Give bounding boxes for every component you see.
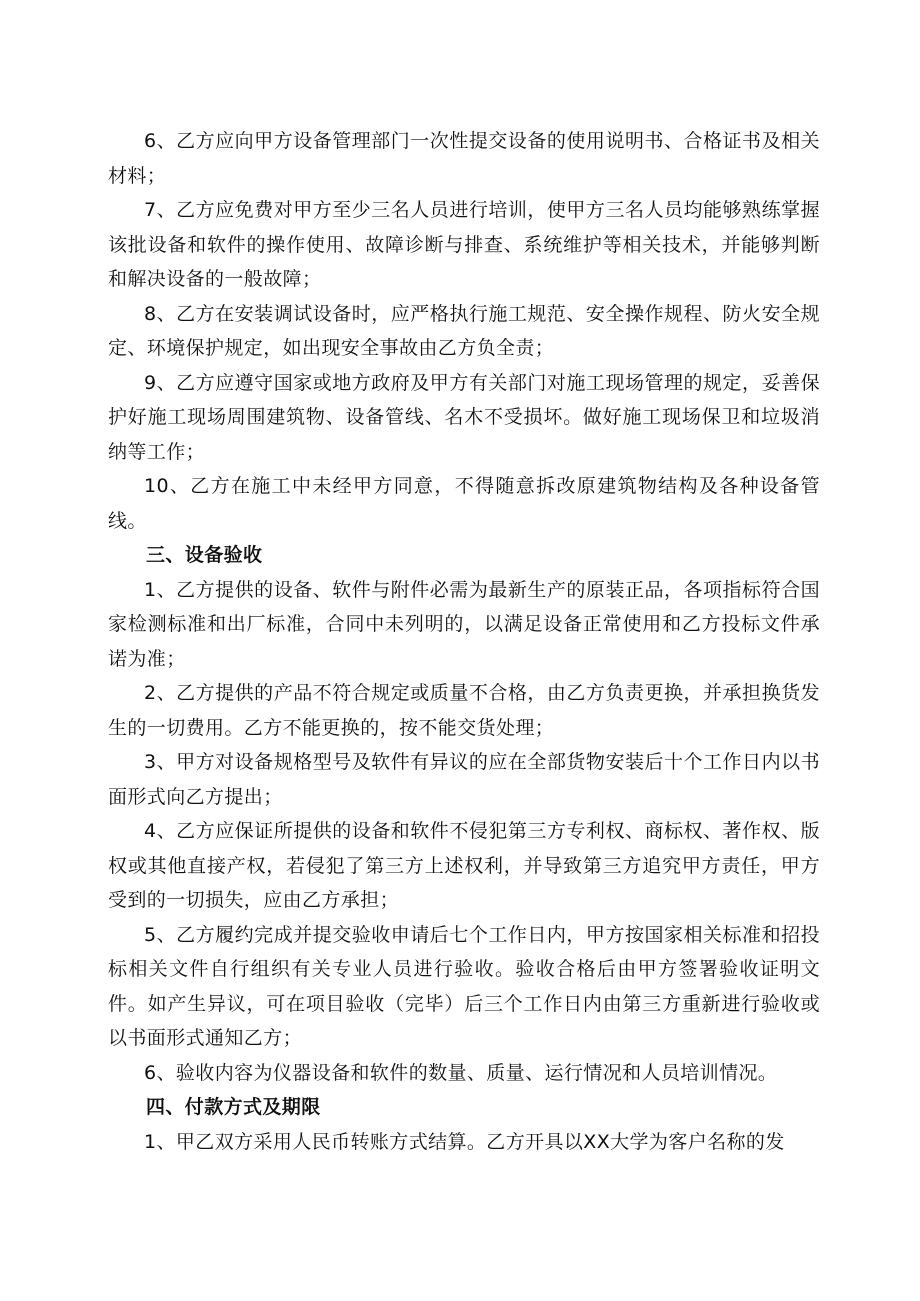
clause-paragraph: 6、验收内容为仪器设备和软件的数量、质量、运行情况和人员培训情况。 (144, 1061, 778, 1084)
clause-paragraph: 7、乙方应免费对甲方至少三名人员进行培训，使甲方三名人员均能够熟练掌握该批设备和软件的操作使用、故障诊断与排查、系统维护等相关技术，并能够判断和解决设备的一般故障； (108, 199, 820, 290)
clause-paragraph: 10、乙方在施工中未经甲方同意，不得随意拆改原建筑物结构及各种设备管线。 (108, 475, 820, 532)
clause-paragraph: 1、甲乙双方采用人民币转账方式结算。乙方开具以XX大学为客户名称的发 (144, 1130, 785, 1153)
clause-paragraph: 9、乙方应遵守国家或地方政府及甲方有关部门对施工现场管理的规定，妥善保护好施工现场周围建筑物、设备管线、名木不受损坏。做好施工现场保卫和垃圾消纳等工作； (108, 371, 820, 463)
clause-paragraph: 2、乙方提供的产品不符合规定或质量不合格，由乙方负责更换，并承担换货发生的一切费用。乙方不能更换的，按不能交货处理； (108, 682, 820, 739)
section-heading-payment: 四、付款方式及期限 (146, 1096, 321, 1118)
clause-paragraph: 4、乙方应保证所提供的设备和软件不侵犯第三方专利权、商标权、著作权、版权或其他直接产权，若侵犯了第三方上述权利，并导致第三方追究甲方责任，甲方受到的一切损失，应由乙方承担； (108, 820, 820, 911)
clause-paragraph: 3、甲方对设备规格型号及软件有异议的应在全部货物安装后十个工作日内以书面形式向乙方提出； (108, 751, 820, 808)
document-body (108, 124, 820, 1159)
clause-paragraph: 1、乙方提供的设备、软件与附件必需为最新生产的原装正品，各项指标符合国家检测标准和出厂标准，合同中未列明的，以满足设备正常使用和乙方投标文件承诺为准； (108, 578, 820, 670)
clause-paragraph: 6、乙方应向甲方设备管理部门一次性提交设备的使用说明书、合格证书及相关材料； (108, 130, 820, 187)
clause-paragraph: 8、乙方在安装调试设备时，应严格执行施工规范、安全操作规程、防火安全规定、环境保护规定，如出现安全事故由乙方负全责； (108, 302, 820, 359)
clause-paragraph: 5、乙方履约完成并提交验收申请后七个工作日内，甲方按国家相关标准和招投标相关文件自行组织有关专业人员进行验收。验收合格后由甲方签署验收证明文件。如产生异议，可在项目验收（完毕）后三个工作日内由第三方重新进行验收或以书面形式通知乙方； (108, 923, 820, 1049)
section-heading-acceptance: 三、设备验收 (146, 544, 263, 566)
